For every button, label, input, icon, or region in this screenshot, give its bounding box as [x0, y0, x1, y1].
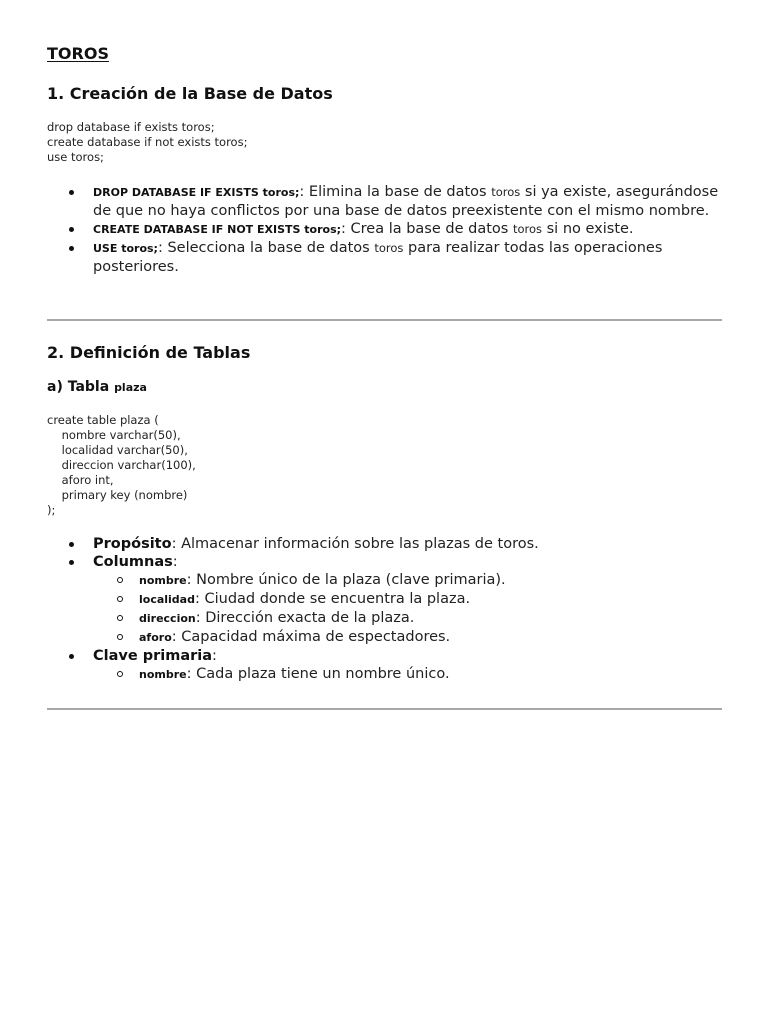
columns-sub-list [93, 571, 722, 647]
bullet-colon: : [299, 184, 305, 200]
bullet-label: Propósito [93, 536, 172, 552]
sub-bullet-primary-key [93, 665, 722, 684]
horizontal-divider [47, 708, 722, 710]
bullet-inline-code: toros [491, 185, 521, 199]
bullet-keyword: CREATE DATABASE IF NOT EXISTS toros; [93, 223, 342, 236]
bullet-columnas [47, 553, 722, 647]
bullet-text: si ya existe, asegurándose de que no haya conflictos por una base de datos preexistente con el mismo nombre. [93, 184, 719, 219]
document-title: TOROS [47, 44, 109, 63]
column-desc: : Cada plaza tiene un nombre único. [186, 666, 450, 682]
column-desc: : Dirección exacta de la plaza. [195, 610, 415, 626]
bullet-text: : Almacenar información sobre las plazas de toros. [171, 536, 539, 552]
horizontal-divider [47, 319, 722, 321]
column-name: nombre [139, 574, 187, 587]
bullet-clave-primaria [47, 647, 722, 684]
column-desc: : Ciudad donde se encuentra la plaza. [194, 591, 471, 607]
section-1-code-block: drop database if exists toros; create database if not exists toros; use toros; [47, 120, 248, 164]
bullet-colon: : [212, 648, 217, 664]
bullet-text: si no existe. [542, 221, 634, 237]
column-name: nombre [139, 668, 187, 681]
create-table-code-block: create table plaza ( nombre varchar(50), localidad varchar(50), direccion varchar(100), aforo int, primary key (nombre) ); [47, 413, 196, 517]
table-plaza-subheading [47, 379, 147, 395]
column-desc: : Nombre único de la plaza (clave primaria). [186, 572, 506, 588]
bullet-drop-database [47, 183, 722, 220]
bullet-text: Crea la base de datos [345, 221, 513, 237]
section-1-bullet-list [47, 183, 722, 276]
bullet-keyword: DROP DATABASE IF EXISTS toros; [93, 186, 300, 199]
bullet-label: Columnas [93, 554, 173, 570]
bullet-create-database [47, 220, 722, 239]
bullet-label: Clave primaria [93, 648, 213, 664]
bullet-text: Elimina la base de datos [304, 184, 492, 200]
bullet-text: Selecciona la base de datos [162, 240, 375, 256]
sub-bullet-column [93, 628, 722, 647]
bullet-colon: : [341, 221, 346, 237]
column-name: direccion [139, 612, 196, 625]
primary-key-sub-list [93, 665, 722, 684]
bullet-colon: : [172, 554, 178, 570]
sub-bullet-column [93, 590, 722, 609]
column-name: localidad [139, 593, 195, 606]
column-desc: : Capacidad máxima de espectadores. [171, 629, 451, 645]
bullet-keyword: USE toros; [93, 242, 158, 255]
section-2-heading: 2. Definición de Tablas [47, 343, 251, 362]
section-1-heading: 1. Creación de la Base de Datos [47, 84, 333, 103]
bullet-use-database [47, 239, 722, 276]
sub-bullet-column [93, 571, 722, 590]
subheading-prefix: a) Tabla [47, 379, 115, 395]
section-2-bullet-list [47, 535, 722, 684]
subheading-inline-code: plaza [114, 381, 147, 394]
bullet-inline-code: toros [374, 241, 404, 255]
bullet-colon: : [157, 240, 163, 256]
column-name: aforo [139, 631, 172, 644]
bullet-text: para realizar todas las operaciones posteriores. [93, 240, 663, 275]
bullet-proposito [47, 535, 722, 553]
bullet-inline-code: toros [512, 222, 543, 236]
sub-bullet-column [93, 609, 722, 628]
